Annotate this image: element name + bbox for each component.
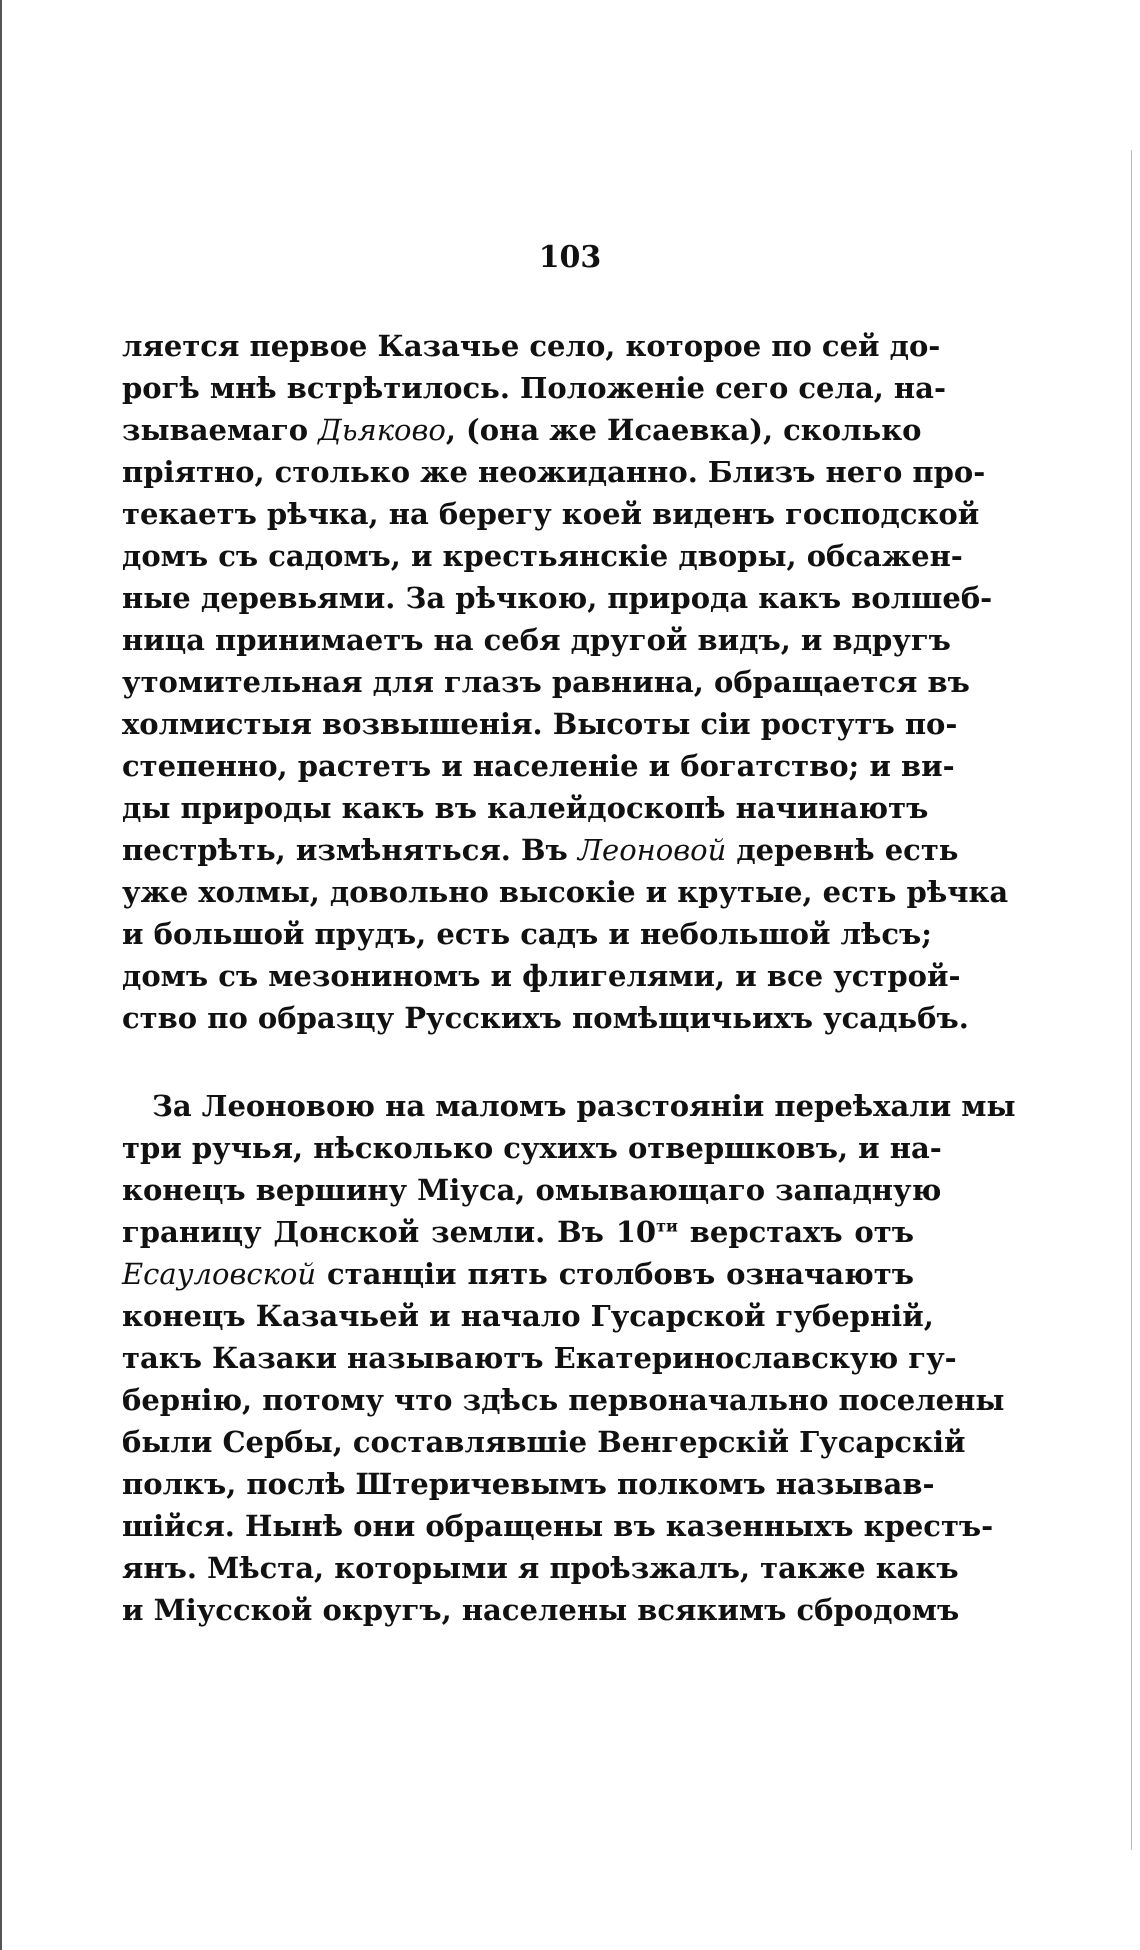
text-line: ница принимаетъ на себя другой видъ, и вдругъ: [122, 623, 951, 657]
text-line: пріятно, столько же неожиданно. Близъ него про-: [122, 455, 986, 489]
text-line: три ручья, нѣсколько сухихъ отвершковъ, и на-: [122, 1131, 942, 1165]
text-line: были Сербы, составлявшіе Венгерскій Гусарскій: [122, 1425, 966, 1459]
text-line: и большой прудъ, есть садъ и небольшой лѣсъ;: [122, 917, 933, 951]
text-line: ство по образцу Русскихъ помѣщичьихъ усадьбъ.: [122, 1001, 969, 1035]
text-line: ные деревьями. За рѣчкою, природа какъ волшеб-: [122, 581, 993, 615]
text-line: Есауловской станціи пять столбовъ означаютъ: [122, 1257, 914, 1291]
text-line: шійся. Нынѣ они обращены въ казенныхъ крестъ-: [122, 1509, 994, 1543]
text-line: домъ съ мезониномъ и флигелями, и все устрой-: [122, 959, 961, 993]
text-line: ляется первое Казачье село, которое по сей до-: [122, 329, 941, 363]
text-line: холмистыя возвышенія. Высоты сіи ростутъ по-: [122, 707, 958, 741]
scan-edge-left: [0, 0, 2, 1950]
text-line: такъ Казаки называютъ Екатеринославскую гу-: [122, 1341, 957, 1375]
text-line: границу Донской земли. Въ $10^{ти}$ верстахъ отъ: [122, 1215, 914, 1249]
text-line: зываемаго Дьяково, (она же Исаевка), сколько: [122, 413, 922, 447]
text-line: янъ. Мѣста, которыми я проѣзжалъ, также какъ: [122, 1551, 959, 1585]
text-line: и Міусской округъ, населены всякимъ сбродомъ: [122, 1593, 960, 1627]
text-line: пестрѣть, измѣняться. Въ Леоновой деревнѣ есть: [122, 833, 959, 867]
text-line: степенно, растетъ и населеніе и богатство; и ви-: [122, 749, 955, 783]
text-line: ды природы какъ въ калейдоскопѣ начинаютъ: [122, 791, 929, 825]
text-line: конецъ вершину Міуса, омывающаго западную: [122, 1173, 942, 1207]
text-line: полкъ, послѣ Штеричевымъ полкомъ называв-: [122, 1467, 935, 1501]
text-line: рогѣ мнѣ встрѣтилось. Положеніе сего села, на-: [122, 371, 946, 405]
text-line: За Леоновою на маломъ разстояніи переѣхали мы: [152, 1089, 1016, 1123]
scan-edge-right: [1131, 150, 1132, 1850]
text-line: утомительная для глазъ равнина, обращается въ: [122, 665, 970, 699]
text-line: бернію, потому что здѣсь первоначально поселены: [122, 1383, 1005, 1417]
text-line: уже холмы, довольно высокіе и крутые, есть рѣчка: [122, 875, 1009, 909]
page-number: 103: [538, 240, 602, 275]
text-line: текаетъ рѣчка, на берегу коей виденъ господской: [122, 497, 980, 531]
text-line: конецъ Казачьей и начало Гусарской губерній,: [122, 1299, 934, 1333]
text-line: домъ съ садомъ, и крестьянскіе дворы, обсажен-: [122, 539, 963, 573]
